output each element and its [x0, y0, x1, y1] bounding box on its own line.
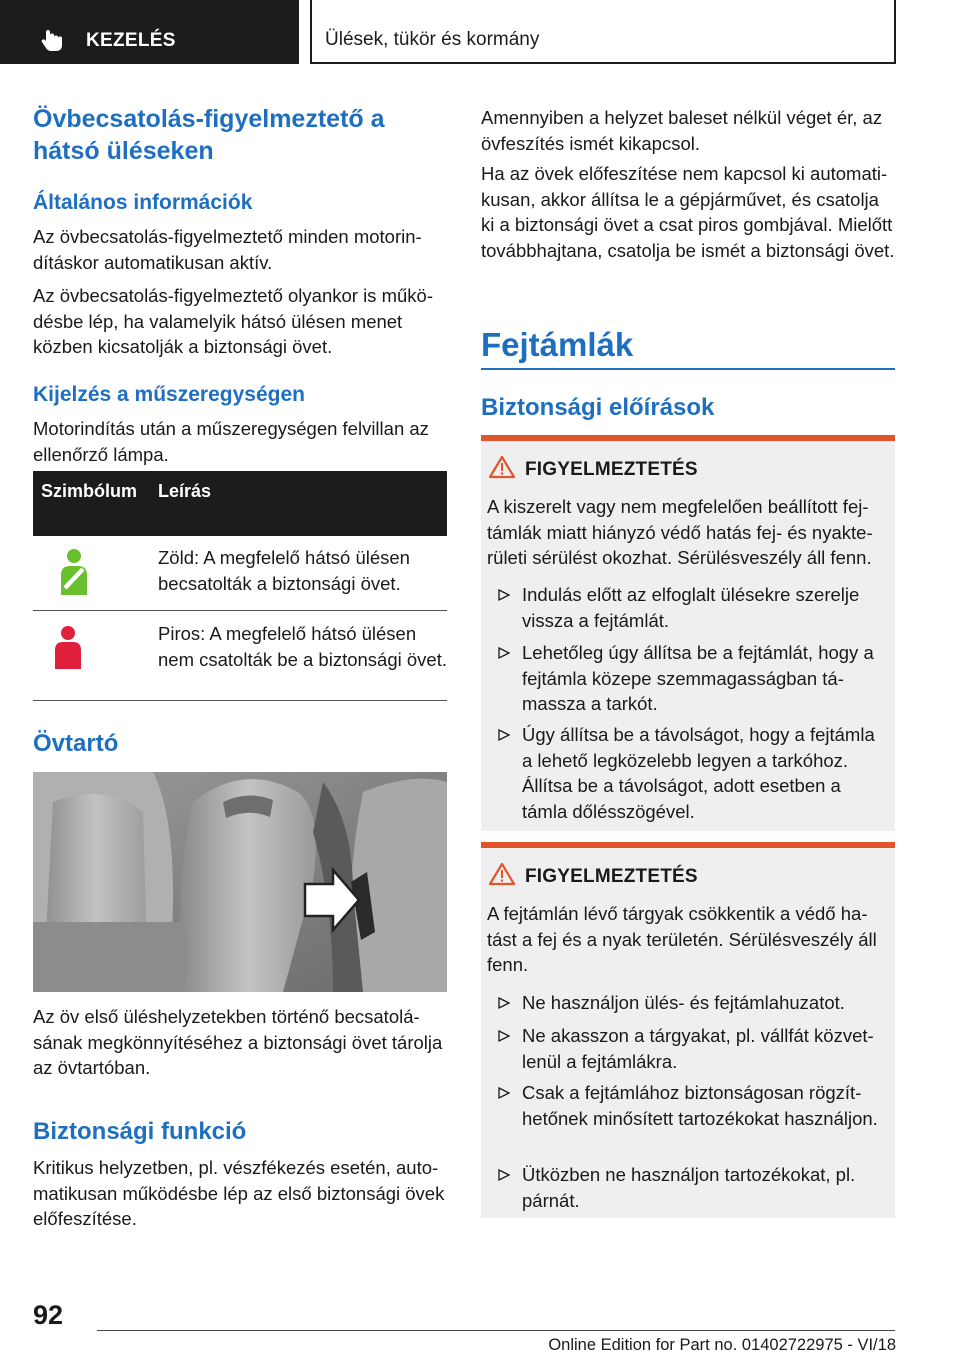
- table-header: [33, 471, 447, 536]
- subheading-safety-rules: Biztonsági előírások: [481, 394, 715, 421]
- belt-unfastened-red-icon: [52, 625, 84, 671]
- bullet-arrow-icon: [497, 1086, 511, 1100]
- list-item: Ne akasszon a tárgyakat, pl. vállfát közvetlenül a fejtámlákra.: [522, 1025, 874, 1072]
- column-header-symbol: Szimbólum: [41, 481, 138, 501]
- hand-pointer-icon: [40, 27, 66, 53]
- table-row-red: Piros: A megfelelő hátsó ülésen nem csatolták be a biztonsági övet.: [158, 623, 447, 670]
- heading-rule: [481, 368, 895, 370]
- bullet-arrow-icon: [497, 646, 511, 660]
- section-tab: [0, 0, 299, 64]
- warning-title: FIGYELMEZTETÉS: [525, 459, 698, 480]
- section-label: KEZELÉS: [86, 30, 176, 51]
- bullet-arrow-icon: [497, 588, 511, 602]
- list-item: Lehetőleg úgy állítsa be a fejtámlát, hogy a fejtámla közepe szemmagasságban támassza a tarkót.: [522, 642, 874, 714]
- breadcrumb-text: Ülések, tükör és kormány: [325, 29, 540, 50]
- list-item: Csak a fejtámlához biztonságosan rögzíthetőnek minősített tartozékokat használjon.: [522, 1082, 878, 1129]
- list-item: Úgy állítsa be a távolságot, hogy a fejtámla a lehető legközelebb legyen a tarkóhoz. Állítsa be a távolságot, adott esetben a támla dőlésszögével.: [522, 724, 875, 822]
- bullet-arrow-icon: [497, 1168, 511, 1182]
- warning-box: [481, 435, 895, 831]
- heading-headrests: Fejtámlák: [481, 326, 634, 363]
- bullet-arrow-icon: [497, 1029, 511, 1043]
- image-caption: Az öv első üléshelyzetekben történő becsatolásának megkönnyítéséhez a biztonsági övet tárolja az övtartóban.: [33, 1006, 443, 1078]
- column-header-description: Leírás: [158, 481, 212, 501]
- paragraph: Az övbecsatolás-figyelmeztető olyankor is működésbe lép, ha valamelyik hátsó ülésen menet közben kicsatolják a biztonsági övet.: [33, 285, 433, 357]
- breadcrumb: [310, 0, 896, 64]
- table-divider: [33, 610, 447, 611]
- page-number: 92: [33, 1300, 64, 1330]
- heading-safety-function: Biztonsági funkció: [33, 1118, 247, 1145]
- footer-edition: Online Edition for Part no. 01402722975 - VI/18: [548, 1336, 896, 1354]
- warning-text: A fejtámlán lévő tárgyak csökkentik a védő hatást a fej és a nyak területén. Sérülésveszély áll fenn.: [487, 903, 877, 975]
- table-row-green: Zöld: A megfelelő hátsó ülésen becsatolták a biztonsági övet.: [158, 547, 410, 594]
- paragraph: Az övbecsatolás-figyelmeztető minden motorindításkor automatikusan aktív.: [33, 226, 422, 273]
- warning-title: FIGYELMEZTETÉS: [525, 866, 698, 887]
- belt-fastened-green-icon: [59, 547, 89, 597]
- list-item: Indulás előtt az elfoglalt ülésekre szerelje vissza a fejtámlát.: [522, 584, 860, 631]
- list-item: Ütközben ne használjon tartozékokat, pl. párnát.: [522, 1164, 856, 1211]
- warning-triangle-icon: [489, 862, 515, 886]
- paragraph: Motorindítás után a műszeregységen felvillan az ellenőrző lámpa.: [33, 418, 429, 465]
- subheading-display: Kijelzés a műszeregységen: [33, 383, 305, 406]
- page-title: Övbecsatolás-figyelmeztető a hátsó üléseken: [33, 105, 385, 165]
- seat-belt-holder-image: [33, 772, 447, 992]
- list-item: Ne használjon ülés- és fejtámlahuzatot.: [522, 992, 845, 1013]
- warning-triangle-icon: [489, 455, 515, 479]
- warning-text: A kiszerelt vagy nem megfelelően beállított fejtámlák miatt hiányzó védő hatás fej- és nyakterületi sérülést okozhat. Sérülésveszély áll fenn.: [487, 496, 873, 568]
- footer-rule: [97, 1330, 895, 1331]
- table-divider: [33, 700, 447, 701]
- warning-box: [481, 842, 895, 1218]
- paragraph: Amennyiben a helyzet baleset nélkül véget ér, az övfeszítés ismét kikapcsol.: [481, 107, 883, 154]
- subheading-general: Általános információk: [33, 191, 253, 214]
- bullet-arrow-icon: [497, 728, 511, 742]
- paragraph: Kritikus helyzetben, pl. vészfékezés esetén, automatikusan működésbe lép az első biztonsági övek előfeszítése.: [33, 1157, 445, 1229]
- heading-belt-holder: Övtartó: [33, 730, 119, 757]
- bullet-arrow-icon: [497, 996, 511, 1010]
- paragraph: Ha az övek előfeszítése nem kapcsol ki automatikusan, akkor állítsa le a gépjárművet, és csatolja ki a biztonsági övet a csat piros gombjával. Mielőtt továbbhajtana, csatolja be ismét a biztonsági övet.: [481, 163, 895, 261]
